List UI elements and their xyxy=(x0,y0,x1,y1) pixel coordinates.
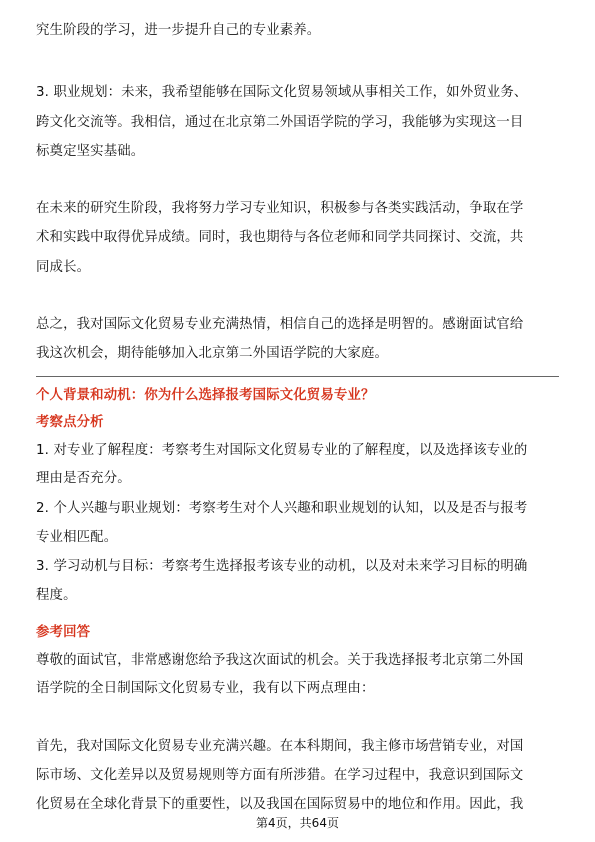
analysis-heading: 考察点分析 xyxy=(36,415,104,430)
answer-line: 际市场、文化差异以及贸易规则等方面有所涉猎。在学习过程中，我意识到国际文 xyxy=(36,768,524,783)
body-text-line: 同成长。 xyxy=(36,260,91,275)
answer-line: 语学院的全日制国际文化贸易专业，我有以下两点理由： xyxy=(36,681,375,696)
analysis-line: 3. 学习动机与目标：考察考生选择报考该专业的动机，以及对未来学习目标的明确 xyxy=(36,559,528,574)
section-divider xyxy=(36,376,559,377)
answer-line: 尊敬的面试官，非常感谢您给予我这次面试的机会。关于我选择报考北京第二外国 xyxy=(36,653,524,668)
body-text-line: 跨文化交流等。我相信，通过在北京第二外国语学院的学习，我能够为实现这一目 xyxy=(36,115,524,130)
body-text-line: 标奠定坚实基础。 xyxy=(36,144,145,159)
body-text-line: 我这次机会，期待能够加入北京第二外国语学院的大家庭。 xyxy=(36,346,389,361)
analysis-line: 理由是否充分。 xyxy=(36,471,131,486)
body-text-line: 总之，我对国际文化贸易专业充满热情，相信自己的选择是明智的。感谢面试官给 xyxy=(36,317,524,332)
question-heading: 个人背景和动机：你为什么选择报考国际文化贸易专业？ xyxy=(36,388,375,403)
body-text-line: 3. 职业规划：未来，我希望能够在国际文化贸易领域从事相关工作，如外贸业务、 xyxy=(36,85,528,100)
analysis-line: 2. 个人兴趣与职业规划：考察考生对个人兴趣和职业规划的认知，以及是否与报考 xyxy=(36,501,528,516)
analysis-line: 程度。 xyxy=(36,588,77,603)
answer-heading: 参考回答 xyxy=(36,625,91,640)
body-text-line: 术和实践中取得优异成绩。同时，我也期待与各位老师和同学共同探讨、交流，共 xyxy=(36,230,524,245)
answer-line: 首先，我对国际文化贸易专业充满兴趣。在本科期间，我主修市场营销专业，对国 xyxy=(36,739,524,754)
page-number: 第4页，共64页 xyxy=(256,816,339,830)
body-text-line: 在未来的研究生阶段，我将努力学习专业知识，积极参与各类实践活动，争取在学 xyxy=(36,201,524,216)
body-text-line: 究生阶段的学习，进一步提升自己的专业素养。 xyxy=(36,23,321,38)
analysis-line: 专业相匹配。 xyxy=(36,530,118,545)
answer-line: 化贸易在全球化背景下的重要性，以及我国在国际贸易中的地位和作用。因此，我 xyxy=(36,797,524,812)
analysis-line: 1. 对专业了解程度：考察考生对国际文化贸易专业的了解程度，以及选择该专业的 xyxy=(36,443,528,458)
